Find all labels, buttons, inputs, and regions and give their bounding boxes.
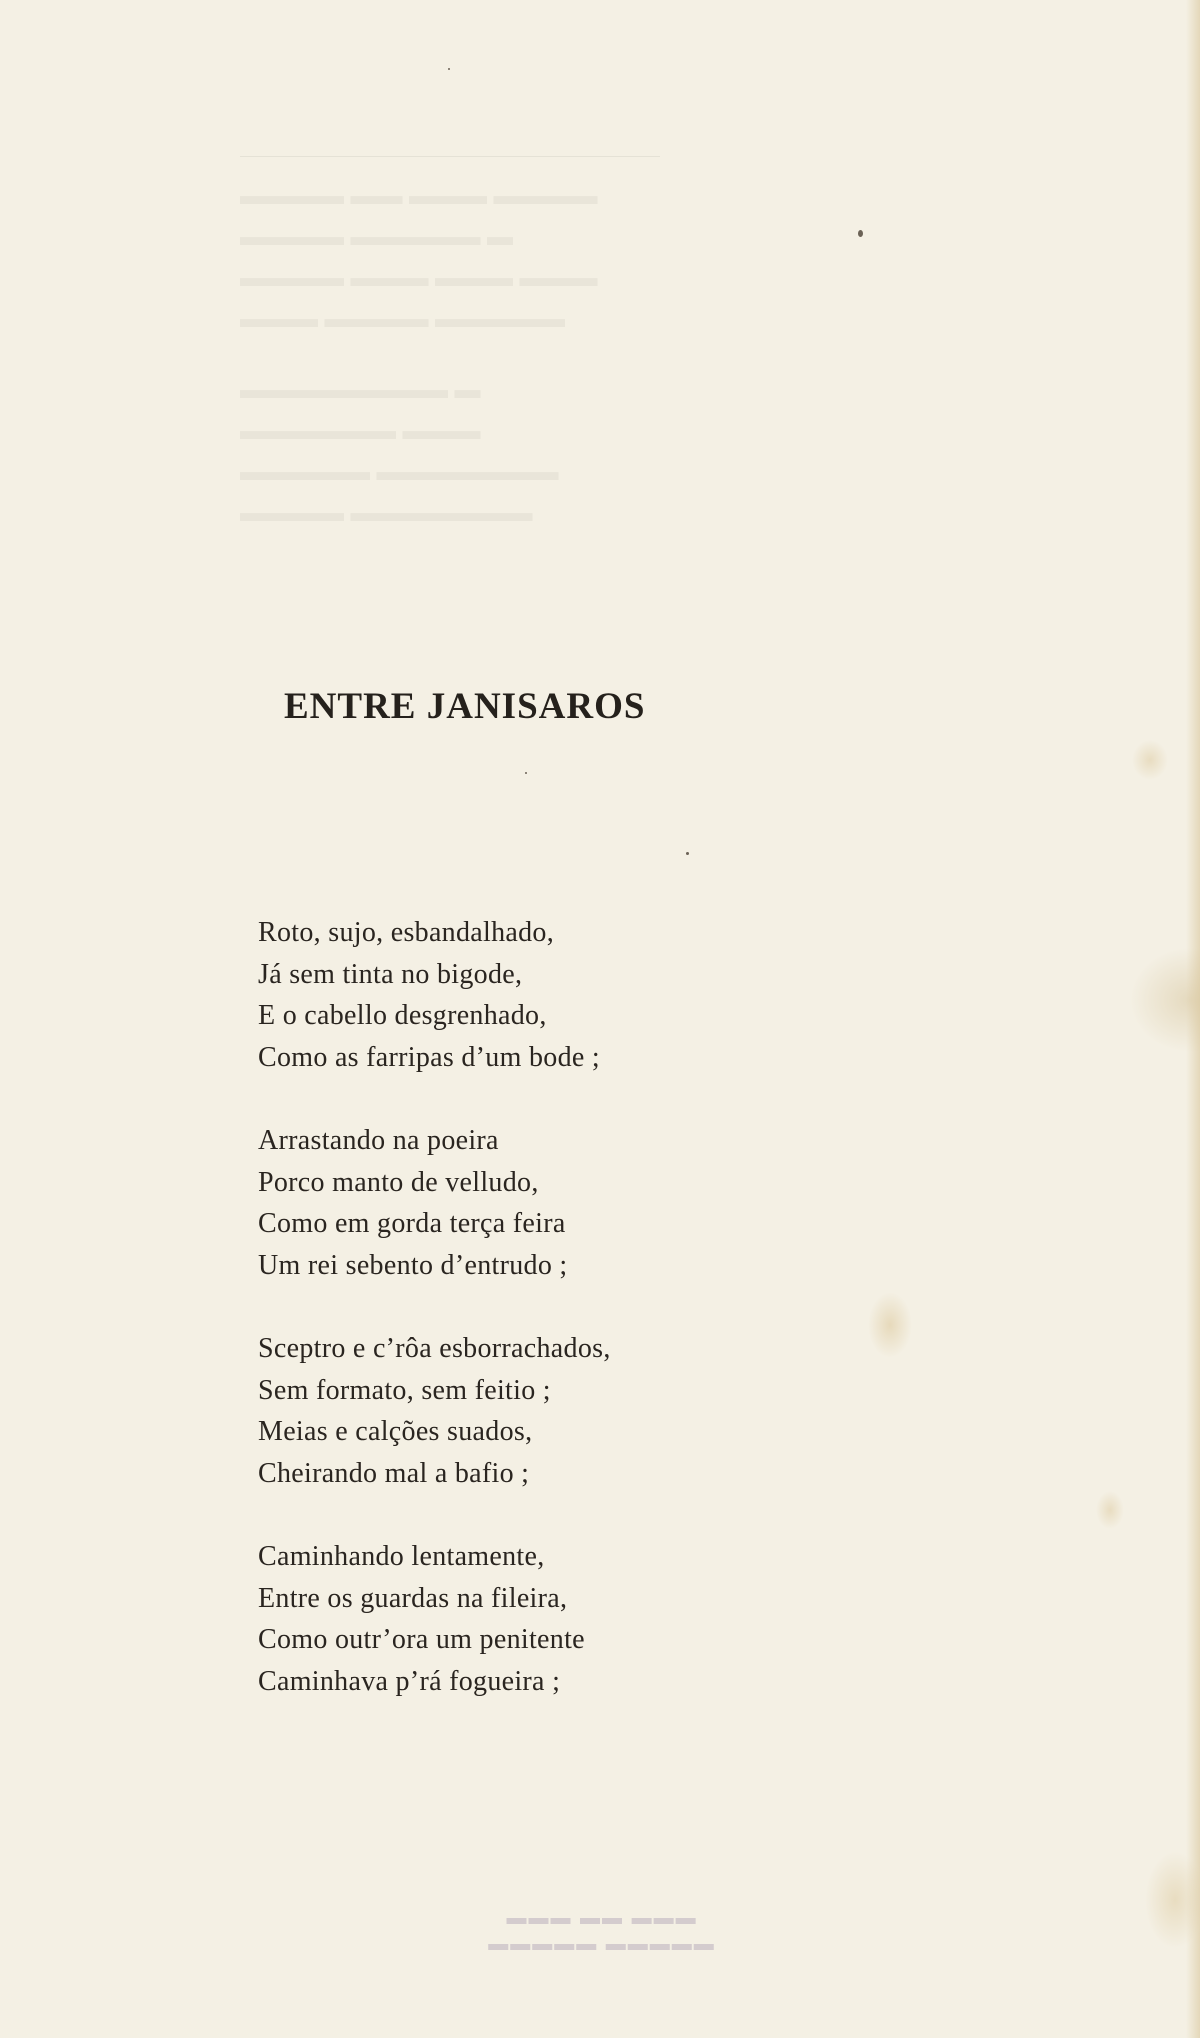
paper-speck xyxy=(525,772,527,774)
verse-line: Porco manto de velludo, xyxy=(258,1166,539,1198)
verse-line: Arrastando na poeira xyxy=(258,1125,499,1156)
paper-speck xyxy=(858,230,863,237)
verse-line: Meias e calções suados, xyxy=(258,1416,533,1447)
show-through-rule xyxy=(240,156,660,157)
poem-body xyxy=(258,912,778,1744)
verse-line: Como outr’ora um penitente xyxy=(258,1624,585,1655)
verse-line: Roto, sujo, esbandalhado, xyxy=(258,917,555,948)
verse-line: Caminhando lentamente, xyxy=(258,1541,545,1572)
paper-speck xyxy=(448,68,450,70)
poem-title: ENTRE JANISAROS xyxy=(284,685,646,727)
verse-line: Cheirando mal a bafio ; xyxy=(258,1457,530,1489)
paper-speck xyxy=(686,852,689,855)
verse-line: Entre os guardas na fileira, xyxy=(258,1582,568,1614)
verse-line: Um rei sebento d’entrudo ; xyxy=(258,1249,568,1281)
stanza xyxy=(258,912,778,1078)
stanza xyxy=(258,1328,778,1494)
verse-line: Como as farripas d’um bode ; xyxy=(258,1041,600,1073)
page-edge xyxy=(1186,0,1200,2038)
library-stamp: ▬▬▬ ▬▬ ▬▬▬ ▬▬▬▬▬ ▬▬▬▬▬ xyxy=(486,1907,714,1955)
show-through-text: ▬▬▬▬ ▬▬▬ ▬▬ ▬▬▬▬ ▬ ▬▬▬▬▬ ▬▬▬▬ ▬▬▬ ▬▬▬ ▬▬▬ ▬▬▬▬ ▬▬▬▬▬ ▬▬▬▬ ▬▬▬ ▬ ▬▬▬▬▬▬▬▬ ▬▬▬ ▬▬▬▬▬▬ ▬▬▬▬▬▬▬ ▬▬▬▬▬ ▬▬▬▬▬▬▬ ▬▬▬▬ xyxy=(240,150,660,533)
stanza xyxy=(258,1536,778,1702)
verse-line: Como em gorda terça feira xyxy=(258,1208,566,1239)
verse-line: Sceptro e c’rôa esborrachados, xyxy=(258,1333,611,1364)
verse-line: Já sem tinta no bigode, xyxy=(258,958,523,990)
verse-line: Caminhava p’rá fogueira ; xyxy=(258,1665,561,1697)
verse-line: Sem formato, sem feitio ; xyxy=(258,1374,551,1406)
stanza xyxy=(258,1120,778,1286)
verse-line: E o cabello desgrenhado, xyxy=(258,1000,547,1031)
